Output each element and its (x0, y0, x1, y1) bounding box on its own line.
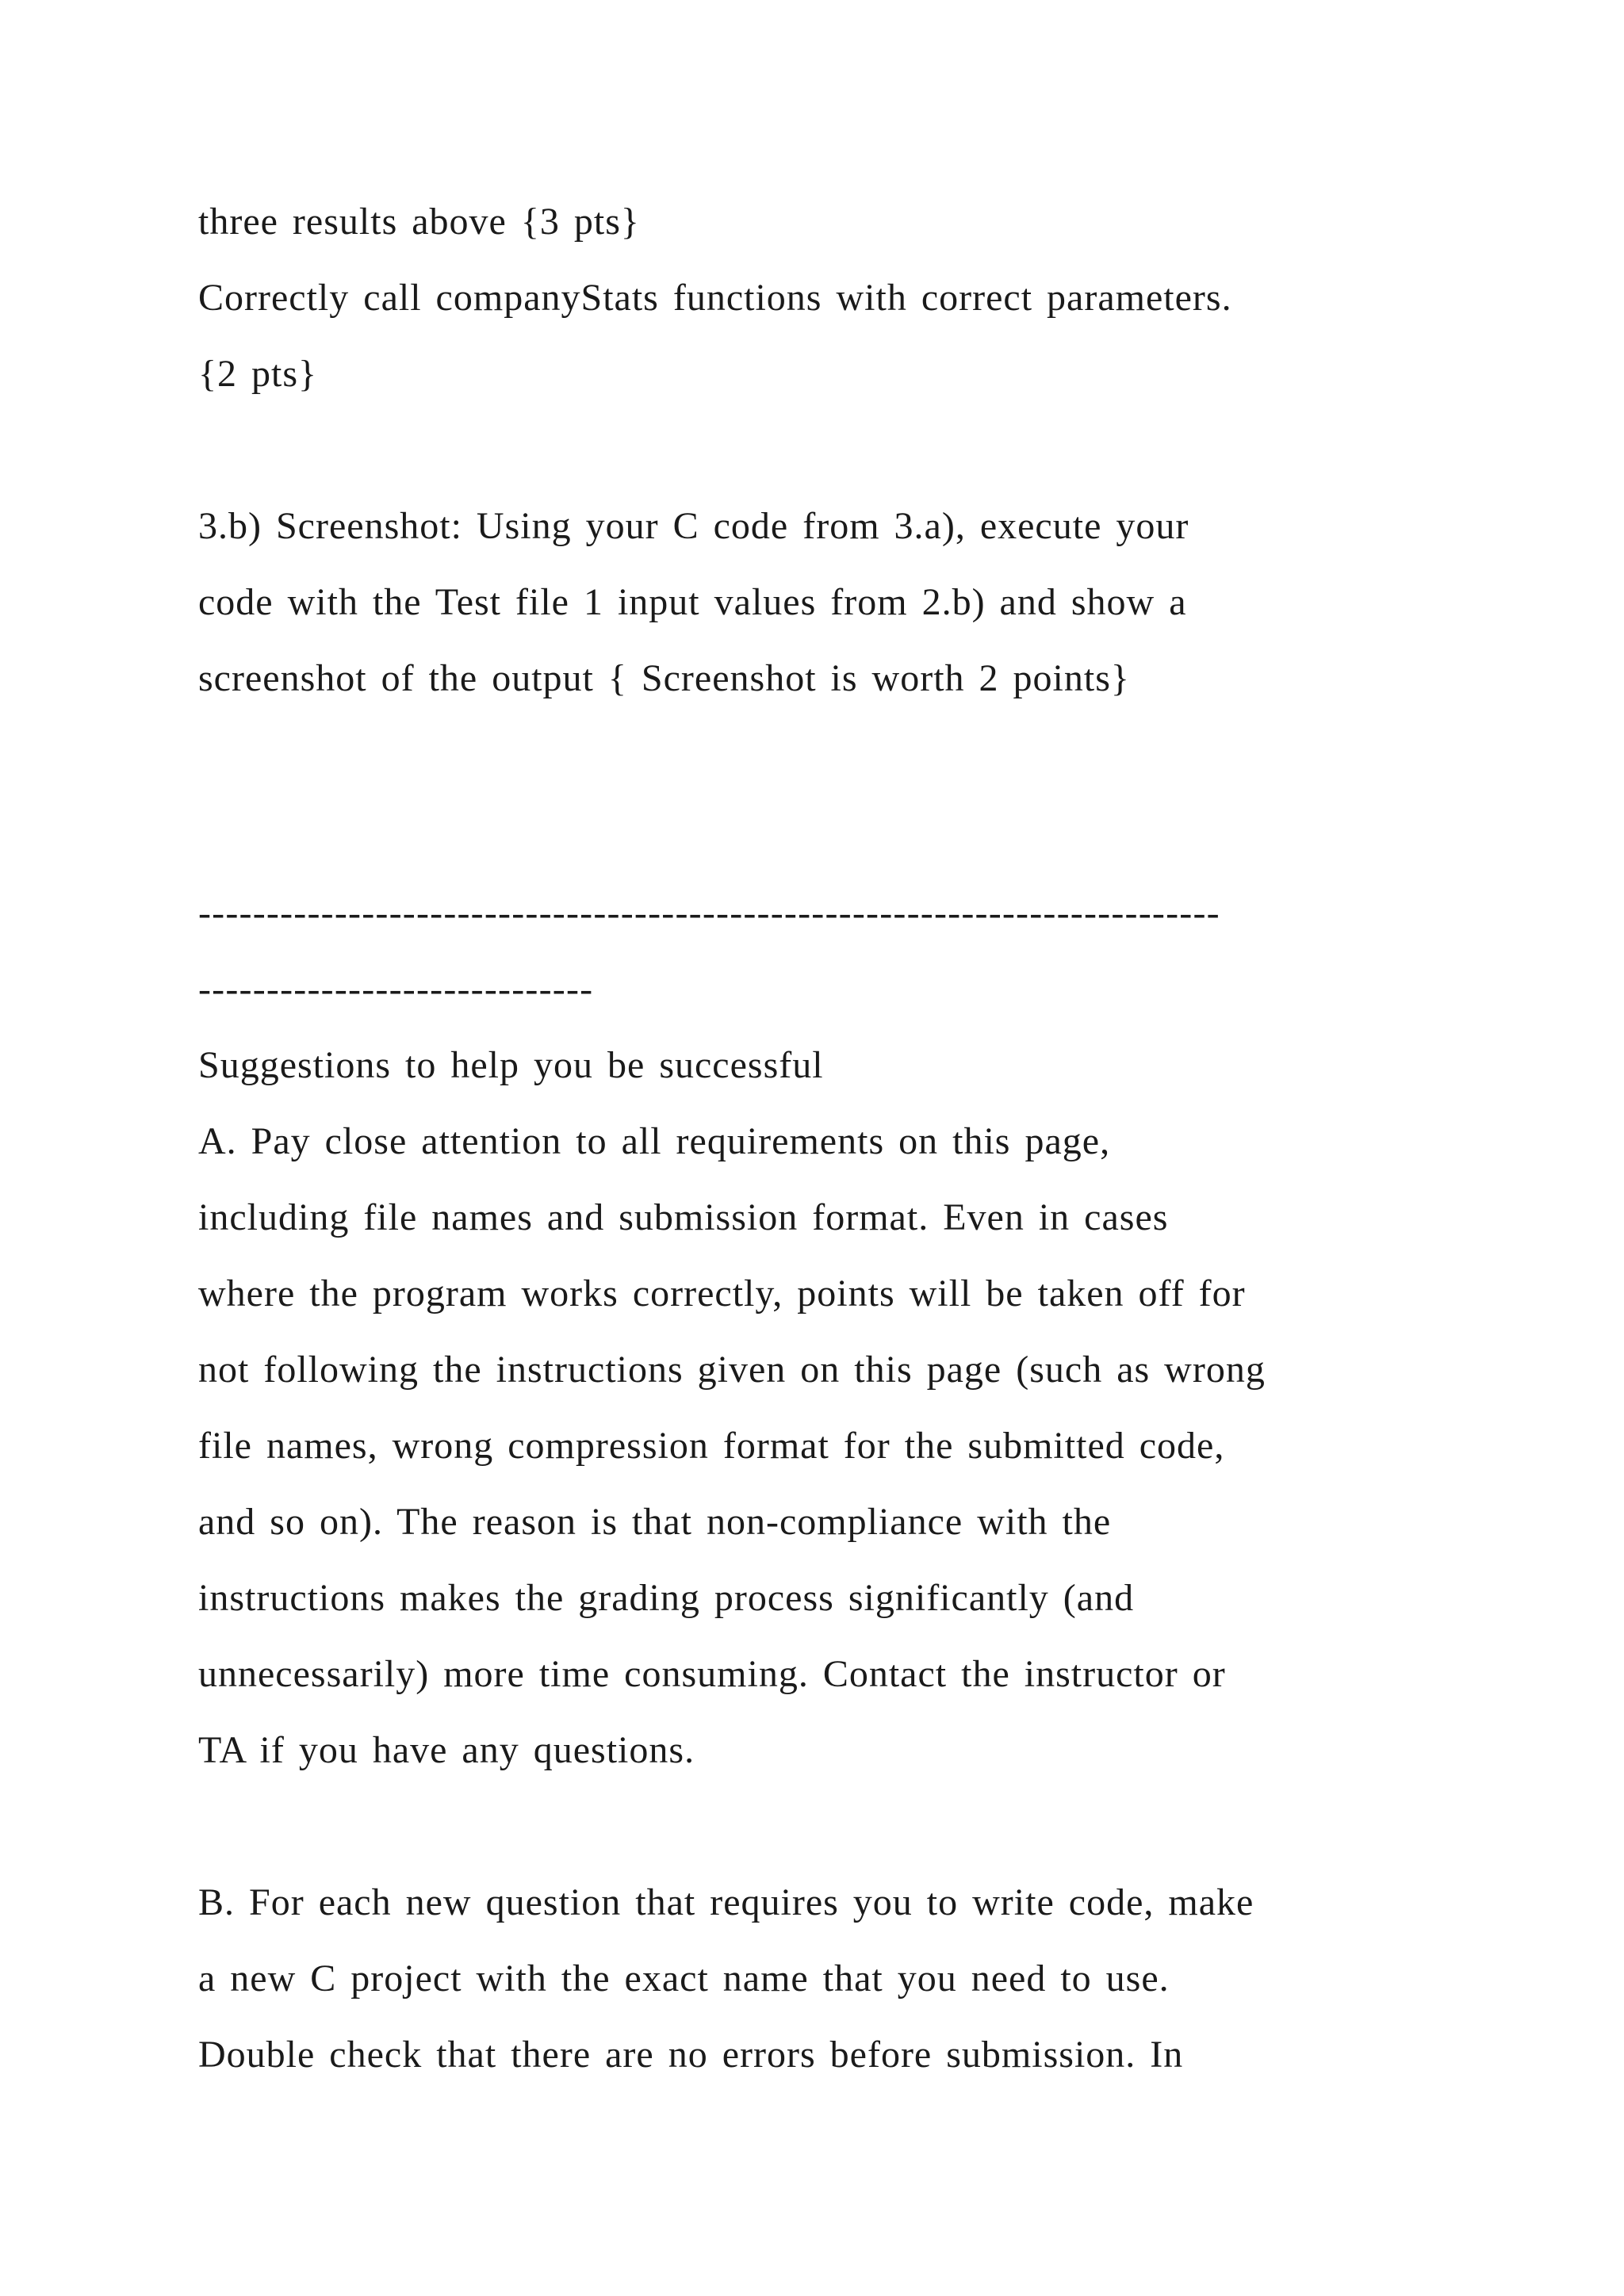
separator-line-1: --------------------------------------------------------------------------- (198, 892, 1220, 934)
suggestion-b-line-2: a new C project with the exact name that you need to use. (198, 1957, 1170, 1999)
section-3b-line-2: code with the Test file 1 input values from 2.b) and show a (198, 581, 1187, 623)
text-line-2: Correctly call companyStats functions with correct parameters. (198, 277, 1232, 319)
section-3b-line-3: screenshot of the output { Screenshot is worth 2 points} (198, 657, 1130, 699)
suggestion-a-line-9: TA if you have any questions. (198, 1729, 695, 1771)
suggestion-a-line-6: and so on). The reason is that non-compliance with the (198, 1501, 1112, 1543)
suggestion-a-line-2: including file names and submission format. Even in cases (198, 1196, 1169, 1238)
suggestion-a-line-7: instructions makes the grading process significantly (and (198, 1577, 1135, 1619)
suggestion-a-line-1: A. Pay close attention to all requirements on this page, (198, 1120, 1111, 1162)
suggestion-b-line-3: Double check that there are no errors before submission. In (198, 2034, 1184, 2076)
text-line-1: three results above {3 pts} (198, 201, 640, 243)
text-line-3: {2 pts} (198, 353, 318, 395)
section-3b-line-1: 3.b) Screenshot: Using your C code from 3.a), execute your (198, 505, 1189, 547)
suggestion-a-line-4: not following the instructions given on this page (such as wrong (198, 1349, 1266, 1391)
suggestion-a-line-5: file names, wrong compression format for the submitted code, (198, 1425, 1225, 1467)
suggestion-a-line-8: unnecessarily) more time consuming. Contact the instructor or (198, 1653, 1226, 1695)
separator-line-2: ----------------------------- (198, 968, 594, 1010)
suggestion-a-line-3: where the program works correctly, points will be taken off for (198, 1272, 1246, 1314)
suggestions-heading: Suggestions to help you be successful (198, 1044, 824, 1086)
suggestion-b-line-1: B. For each new question that requires you to write code, make (198, 1881, 1254, 1923)
